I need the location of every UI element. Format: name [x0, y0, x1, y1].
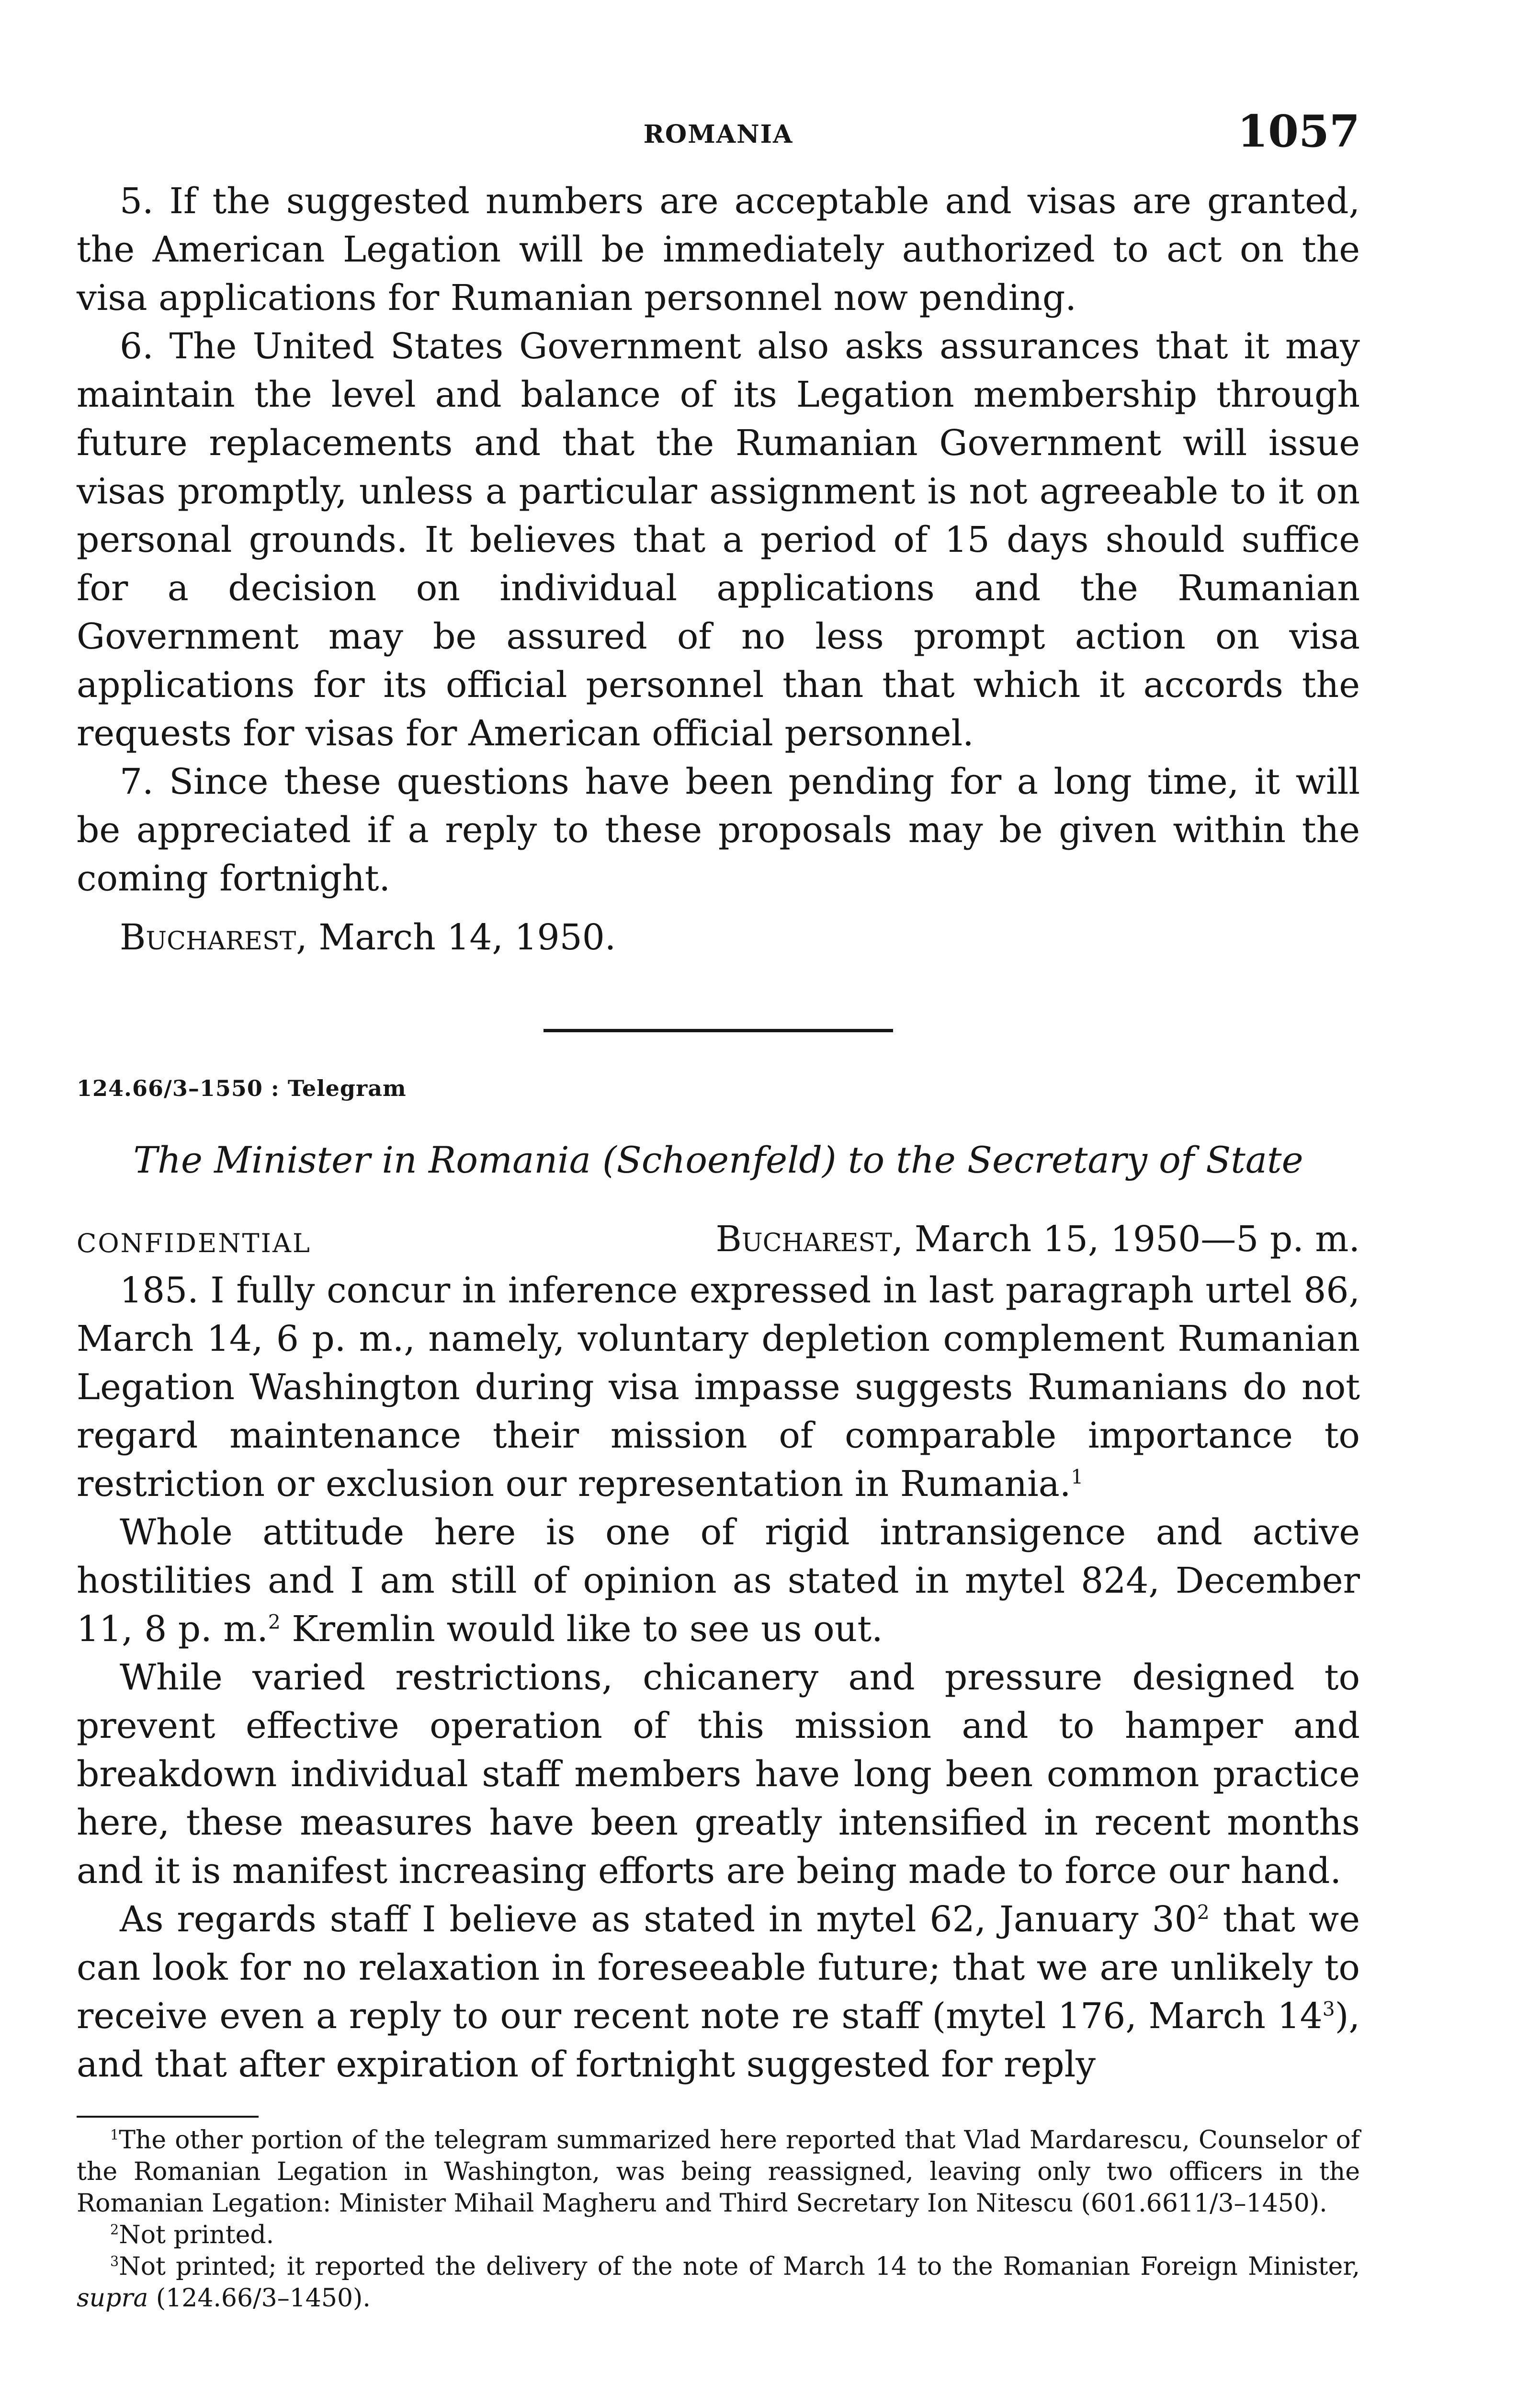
classification-line: [77, 1219, 1360, 1266]
telegram-paragraph-2-text-b: Kremlin would like to see us out.: [280, 1608, 883, 1650]
telegram-paragraph-3: While varied restrictions, chicanery and pressure designed to prevent effective operation of this mission and to hamper and breakdown individual staff members have long been common practice here, these measures have been greatly intensified in recent months and it is manifest increasing efforts are being made to force our hand.: [77, 1657, 1360, 1892]
preceding-note: [77, 177, 1360, 962]
footnote-3-text-em: supra: [77, 2284, 148, 2313]
footnote-marker-1: 1: [110, 2126, 119, 2143]
footnote-divider: [77, 2116, 259, 2118]
footnote-ref-2[interactable]: 2: [268, 1610, 281, 1634]
footnote-marker-3: 3: [110, 2253, 119, 2270]
paragraph-6: 6. The United States Government also asks assurances that it may maintain the level and balance of its Legation membership through future replacements and that the Rumanian Government will issue visas promptly, unless a particular assignment is not agreeable to it on personal grounds. It believes that a period of 15 days should suffice for a decision on individual applications and the Rumanian Government may be assured of no less prompt action on visa applications for its official personnel than that which it accords the requests for visas for American official personnel.: [77, 326, 1360, 754]
telegram-paragraph-2: [77, 1508, 1360, 1654]
footnotes: [77, 2124, 1360, 2314]
file-reference: 124.66/3–1550 : Telegram: [77, 1075, 407, 1101]
paragraph-7: 7. Since these questions have been pending for a long time, it will be appreciated if a reply to these proposals may be given within the coming fortnight.: [77, 761, 1360, 899]
telegram-dateline: [716, 1219, 1360, 1260]
telegram-dateline-place: Bucharest,: [715, 1219, 904, 1260]
footnote-1-text: The other portion of the telegram summarized here reported that Vlad Mardarescu, Counselor of the Romanian Legation in Washington, was being reassigned, leaving only two officers in the Romanian Legation: Minister Mihail Magheru and Third Secretary Ion Nitescu (601.6611/3–1450).: [77, 2126, 1360, 2218]
section-divider: [544, 1029, 893, 1032]
footnote-ref-3[interactable]: 3: [1322, 1997, 1335, 2021]
footnote-2: [77, 2219, 1360, 2251]
telegram-paragraph-4-text-c: ), and that after expiration of fortnight suggested for reply: [77, 1996, 1360, 2085]
footnote-3-text-a: Not printed; it reported the delivery of the note of March 14 to the Romanian Foreign Minister,: [119, 2252, 1360, 2281]
footnote-marker-2: 2: [110, 2221, 119, 2238]
running-title: ROMANIA: [643, 120, 793, 149]
telegram-paragraph-4-text-b: that we can look for no relaxation in foreseeable future; that we are unlikely to receive even a reply to our recent note re staff (mytel 176, March 14: [77, 1899, 1360, 2037]
document-page: [77, 96, 1360, 2314]
telegram-paragraph-4-text-a: As regards staff I believe as stated in mytel 62, January 30: [120, 1899, 1197, 1940]
telegram-dateline-date: March 15, 1950—5 p. m.: [903, 1219, 1360, 1260]
note-dateline-date: March 14, 1950.: [307, 917, 616, 958]
telegram-paragraph-1-text: 185. I fully concur in inference expressed in last paragraph urtel 86, March 14, 6 p. m., namely, voluntary depletion complement Rumanian Legation Washington during visa impasse suggests Rumanians do not regard maintenance their mission of comparable importance to restriction or exclusion our representation in Rumania.: [77, 1270, 1360, 1505]
document-title: The Minister in Romania (Schoenfeld) to the Secretary of State: [133, 1139, 1303, 1181]
footnote-ref-1[interactable]: 1: [1071, 1465, 1084, 1489]
telegram-paragraph-1: [77, 1266, 1360, 1508]
note-dateline: [77, 913, 1360, 962]
footnote-ref-2b[interactable]: 2: [1197, 1901, 1210, 1924]
footnote-1: [77, 2124, 1360, 2219]
telegram-body: [77, 1266, 1360, 2089]
paragraph-5: 5. If the suggested numbers are acceptable and visas are granted, the American Legation will be immediately authorized to act on the visa applications for Rumanian personnel now pending.: [77, 181, 1360, 319]
footnote-3-text-b: (124.66/3–1450).: [148, 2284, 371, 2313]
footnote-2-text: Not printed.: [119, 2221, 274, 2249]
telegram-paragraph-2-text-a: Whole attitude here is one of rigid intransigence and active hostilities and I am still of opinion as stated in mytel 824, December 11, 8 p. m.: [77, 1512, 1360, 1650]
classification-label: CONFIDENTIAL: [77, 1228, 311, 1258]
telegram-paragraph-4: [77, 1895, 1360, 2089]
note-dateline-place: Bucharest,: [120, 917, 307, 958]
page-number: 1057: [1237, 105, 1360, 157]
page-header: [77, 96, 1360, 177]
footnote-3: [77, 2251, 1360, 2314]
